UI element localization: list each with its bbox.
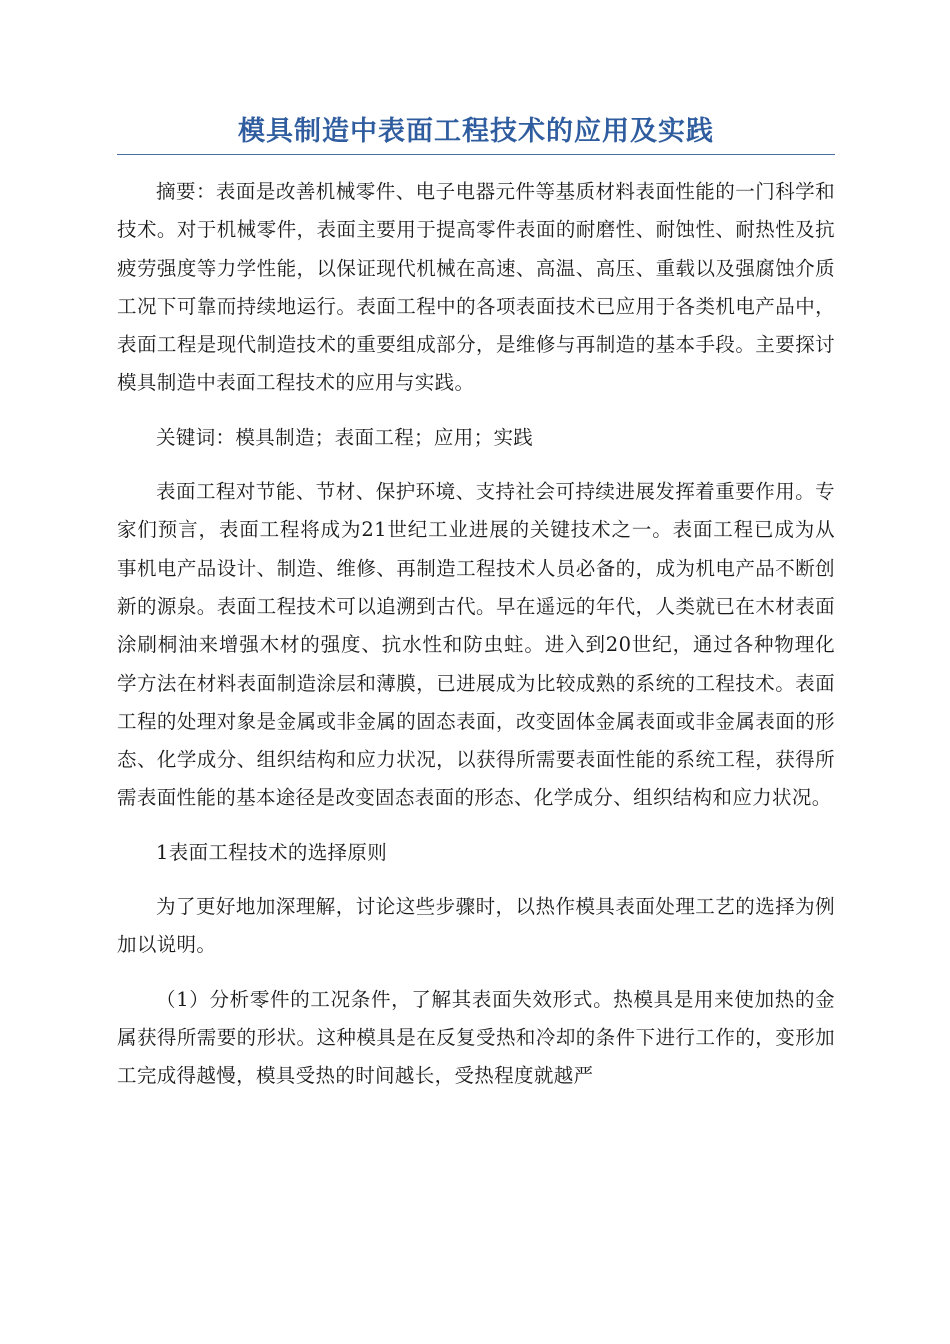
document-title: 模具制造中表面工程技术的应用及实践 bbox=[238, 116, 714, 147]
keywords-paragraph: 关键词：模具制造；表面工程；应用；实践 bbox=[156, 425, 534, 449]
section-1-paragraph-2: （1）分析零件的工况条件，了解其表面失效形式。热模具是用来使加热的金属获得所需要的形状。这种模具是在反复受热和冷却的条件下进行工作的，变形加工完成得越慢，模具受热的时间越长，受热程度就越严 bbox=[117, 987, 835, 1088]
title-underline bbox=[117, 154, 835, 155]
section-1-paragraph-1: 为了更好地加深理解，讨论这些步骤时，以热作模具表面处理工艺的选择为例加以说明。 bbox=[117, 895, 835, 957]
abstract-paragraph: 摘要：表面是改善机械零件、电子电器元件等基质材料表面性能的一门科学和技术。对于机械零件，表面主要用于提高零件表面的耐磨性、耐蚀性、耐热性及抗疲劳强度等力学性能，以保证现代机械在高速、高温、高压、重载以及强腐蚀介质工况下可靠而持续地运行。表面工程中的各项表面技术已应用于各类机电产品中，表面工程是现代制造技术的重要组成部分，是维修与再制造的基本手段。主要探讨模具制造中表面工程技术的应用与实践。 bbox=[117, 180, 835, 395]
section-1-heading: 1表面工程技术的选择原则 bbox=[156, 840, 388, 864]
intro-paragraph: 表面工程对节能、节材、保护环境、支持社会可持续进展发挥着重要作用。专家们预言，表面工程将成为21世纪工业进展的关键技术之一。表面工程已成为从事机电产品设计、制造、维修、再制造工程技术人员必备的，成为机电产品不断创新的源泉。表面工程技术可以追溯到古代。早在遥远的年代，人类就已在木材表面涂刷桐油来增强木材的强度、抗水性和防虫蛀。进入到20世纪，通过各种物理化学方法在材料表面制造涂层和薄膜，已进展成为比较成熟的系统的工程技术。表面工程的处理对象是金属或非金属的固态表面，改变固体金属表面或非金属表面的形态、化学成分、组织结构和应力状况，以获得所需要表面性能的系统工程，获得所需表面性能的基本途径是改变固态表面的形态、化学成分、组织结构和应力状况。 bbox=[117, 480, 835, 810]
document-page bbox=[117, 112, 835, 1112]
